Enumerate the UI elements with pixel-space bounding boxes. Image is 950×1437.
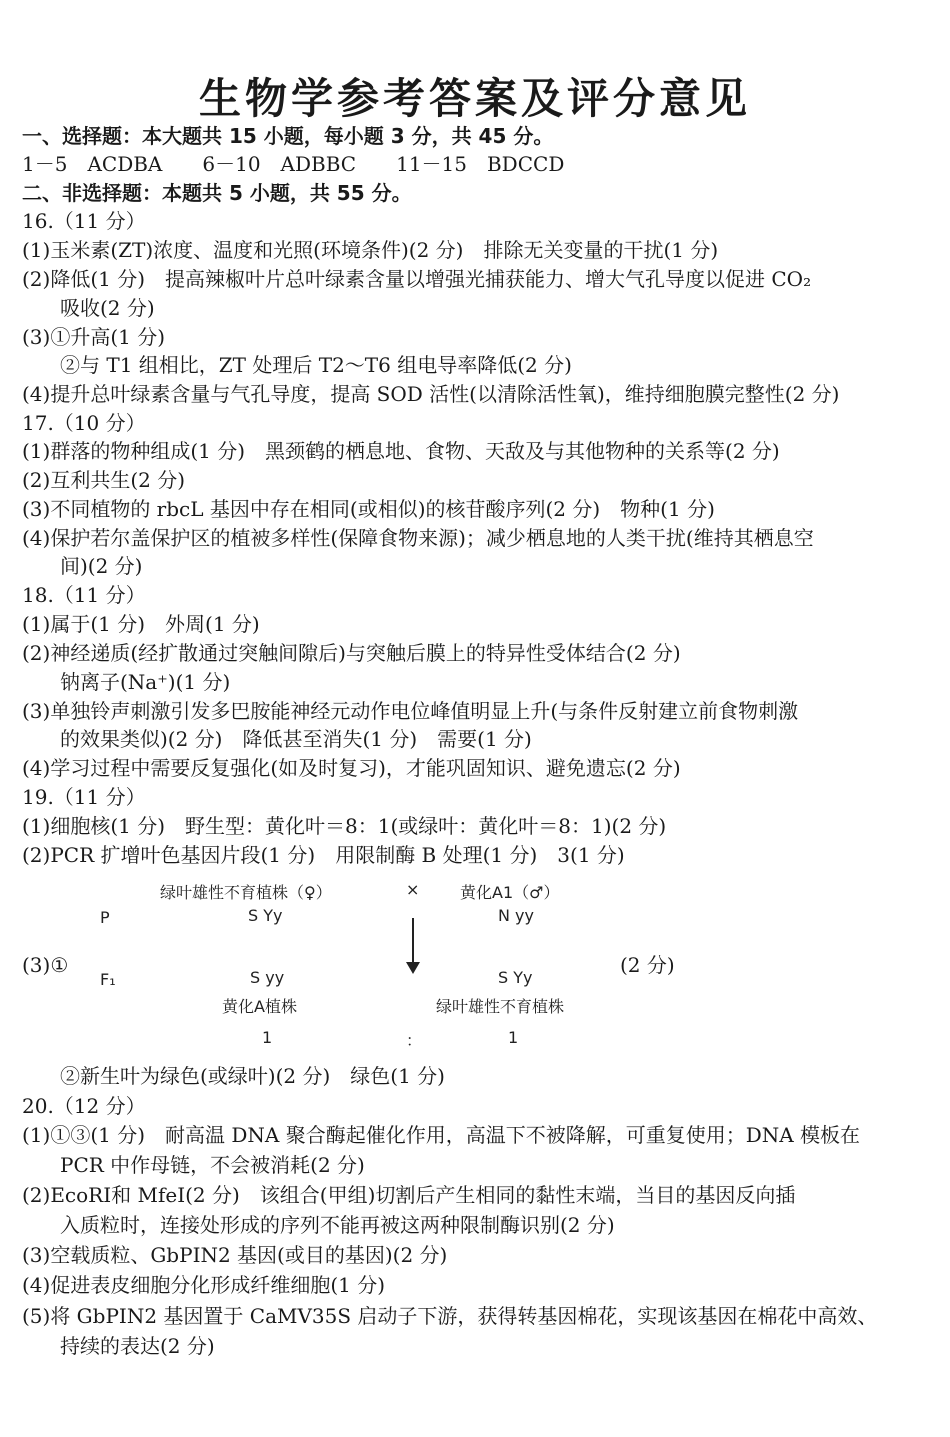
question-heading: 17.（10 分） [22, 411, 146, 435]
ratio-left: 1 [262, 1028, 273, 1047]
answer-line: (1)①③(1 分) 耐高温 DNA 聚合酶起催化作用，高温下不被降解，可重复使用；DNA 模板在 [22, 1123, 861, 1147]
answer-line: (4)促进表皮细胞分化形成纤维细胞(1 分) [22, 1273, 386, 1297]
answer-line: (3)空载质粒、GbPIN2 基因(或目的基因)(2 分) [22, 1243, 448, 1267]
question-heading: 16.（11 分） [22, 209, 146, 233]
p-male-label: 黄化A1（♂） [460, 883, 560, 902]
section-heading: 二、非选择题：本题共 5 小题，共 55 分。 [22, 181, 412, 205]
answer-line: (3)①升高(1 分) [22, 325, 166, 349]
answer-line: (1)群落的物种组成(1 分) 黑颈鹤的栖息地、食物、天敌及与其他物种的关系等(2 分) [22, 439, 780, 463]
ratio-right: 1 [508, 1028, 519, 1047]
p-female-genotype: S Yy [248, 906, 283, 925]
f1-right-phenotype: 绿叶雄性不育植株 [436, 997, 565, 1016]
answer-line: (4)保护若尔盖保护区的植被多样性(保障食物来源)；减少栖息地的人类干扰(维持其栖息空 [22, 526, 814, 550]
answer-line: 钠离子(Na⁺)(1 分) [60, 670, 231, 694]
answer-line: (2)神经递质(经扩散通过突触间隙后)与突触后膜上的特异性受体结合(2 分) [22, 641, 681, 665]
question-heading: 19.（11 分） [22, 785, 146, 809]
answer-line: 入质粒时，连接处形成的序列不能再被这两种限制酶识别(2 分) [60, 1213, 615, 1237]
answer-line: (2)PCR 扩增叶色基因片段(1 分) 用限制酶 B 处理(1 分) 3(1 分) [22, 843, 625, 867]
p-female-label: 绿叶雄性不育植株（♀） [160, 883, 332, 902]
question-heading: 18.（11 分） [22, 583, 146, 607]
answer-line: (2)降低(1 分) 提高辣椒叶片总叶绿素含量以增强光捕获能力、增大气孔导度以促进 CO₂ [22, 267, 812, 291]
answer-line: (2)互利共生(2 分) [22, 468, 186, 492]
answer-line: 吸收(2 分) [60, 296, 155, 320]
cross-sign: × [406, 880, 420, 899]
question-heading: 20.（12 分） [22, 1094, 146, 1118]
answer-line: (3)① [22, 953, 69, 977]
f1-left-genotype: S yy [250, 968, 285, 987]
answer-line: (1)细胞核(1 分) 野生型：黄化叶＝8：1(或绿叶：黄化叶＝8：1)(2 分) [22, 814, 667, 838]
answer-line: 持续的表达(2 分) [60, 1334, 215, 1358]
p-generation-label: P [100, 908, 110, 927]
answer-line: PCR 中作母链，不会被消耗(2 分) [60, 1153, 365, 1177]
genetic-cross-diagram [90, 878, 610, 1058]
f1-right-genotype: S Yy [498, 968, 533, 987]
answer-line: ②新生叶为绿色(或绿叶)(2 分) 绿色(1 分) [60, 1064, 445, 1088]
answer-line: (2)EcoRⅠ和 MfeⅠ(2 分) 该组合(甲组)切割后产生相同的黏性末端，当目的基因反向插 [22, 1183, 796, 1207]
answer-line: (5)将 GbPIN2 基因置于 CaMV35S 启动子下游，获得转基因棉花，实现该基因在棉花中高效、 [22, 1304, 878, 1328]
answer-line: ②与 T1 组相比，ZT 处理后 T2～T6 组电导率降低(2 分) [60, 353, 572, 377]
f1-generation-label: F₁ [100, 970, 116, 989]
answer-line: 的效果类似)(2 分) 降低甚至消失(1 分) 需要(1 分) [60, 727, 532, 751]
answer-line: (3)不同植物的 rbcL 基因中存在相同(或相似)的核苷酸序列(2 分) 物种(1 分) [22, 497, 715, 521]
section-heading: 一、选择题：本大题共 15 小题，每小题 3 分，共 45 分。 [22, 124, 554, 148]
answer-line: 间)(2 分) [60, 554, 143, 578]
page-title: 生物学参考答案及评分意见 [198, 74, 751, 123]
answer-line: (4)学习过程中需要反复强化(如及时复习)，才能巩固知识、避免遗忘(2 分) [22, 756, 681, 780]
p-male-genotype: N yy [498, 906, 534, 925]
score-note: (2 分) [620, 953, 675, 977]
f1-left-phenotype: 黄化A植株 [222, 997, 297, 1016]
answer-line: (3)单独铃声刺激引发多巴胺能神经元动作电位峰值明显上升(与条件反射建立前食物刺激 [22, 699, 799, 723]
cross-arrow-head [406, 962, 420, 974]
answer-line: (1)属于(1 分) 外周(1 分) [22, 612, 260, 636]
choice-answers: 1－5 ACDBA 6－10 ADBBC 11－15 BDCCD [22, 152, 565, 176]
cross-arrow [412, 918, 414, 966]
answer-line: (4)提升总叶绿素含量与气孔导度，提高 SOD 活性(以清除活性氧)，维持细胞膜完整性(2 分) [22, 382, 840, 406]
answer-line: (1)玉米素(ZT)浓度、温度和光照(环境条件)(2 分) 排除无关变量的干扰(1 分) [22, 238, 719, 262]
ratio-colon: ： [406, 1031, 423, 1050]
